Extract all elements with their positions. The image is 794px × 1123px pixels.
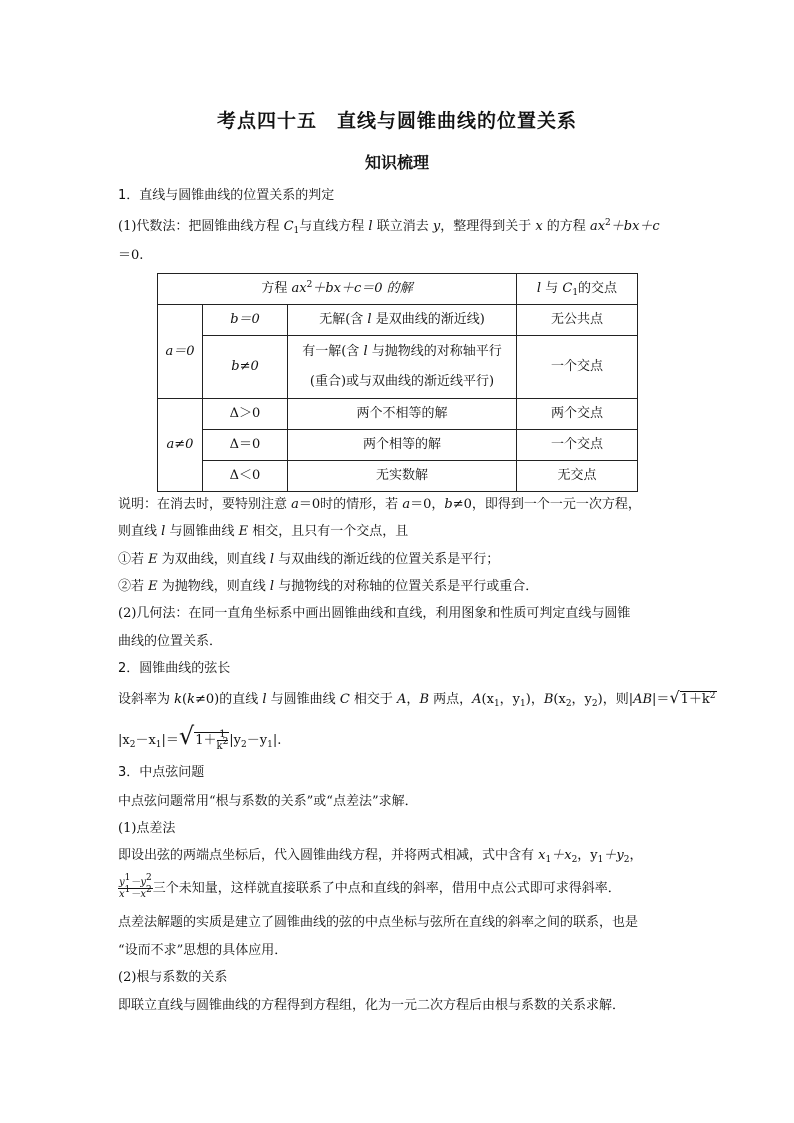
cell-delta-lt-desc: 无实数解 bbox=[288, 461, 517, 492]
s1-paragraph-line-1: (1)代数法：把圆锥曲线方程 $C_1$与直线方程 l 联立消去 y，整理得到关于 x 的方程 $ax^2+bx+c$ bbox=[118, 218, 660, 236]
s3-line-1: 中点弦问题常用“根与系数的关系”或“点差法”求解． bbox=[118, 794, 418, 809]
table-row bbox=[158, 305, 638, 336]
cell-delta-gt-result: 两个交点 bbox=[517, 399, 638, 430]
note-line-5: (2)几何法：在同一直角坐标系中画出圆锥曲线和直线，利用图象和性质可判定直线与圆锥 bbox=[118, 606, 631, 621]
table-row bbox=[158, 430, 638, 461]
intersection-table bbox=[157, 273, 638, 492]
cell-delta-lt: Δ＜0 bbox=[203, 461, 288, 492]
cell-b-nonzero-result: 一个交点 bbox=[517, 336, 638, 399]
note-line-1: 说明：在消去时，要特别注意 a＝0时的情形，若 a＝0，b≠0，即得到一个一元一次方程， bbox=[118, 497, 641, 512]
cell-a-nonzero: a≠0 bbox=[158, 399, 203, 492]
cell-b-zero: b＝0 bbox=[203, 305, 288, 336]
s3-line-4: $\frac{y^1-y^2}{x^1-x^2}$ 三个未知量，这样就直接联系了中点和直线的斜率，借用中点公式即可求得斜率． bbox=[119, 873, 621, 900]
table-header-equation: 方程 $ax^2+bx+c=0$ 的解 bbox=[158, 274, 517, 305]
s3-line-8: 即联立直线与圆锥曲线的方程得到方程组，化为一元二次方程后由根与系数的关系求解． bbox=[118, 998, 626, 1013]
sqrt-fraction-expression: √1＋ $\frac{1}{k^2}$ bbox=[178, 722, 229, 752]
s3-line-2: (1)点差法 bbox=[118, 821, 176, 836]
cell-delta-gt: Δ＞0 bbox=[203, 399, 288, 430]
cell-delta-eq-result: 一个交点 bbox=[517, 430, 638, 461]
table-row bbox=[158, 336, 638, 399]
table-header-row bbox=[158, 274, 638, 305]
cell-b-nonzero-desc: 有一解(含 l 与抛物线的对称轴平行 (重合)或与双曲线的渐近线平行) bbox=[288, 336, 517, 399]
section-subtitle: 知识梳理 bbox=[364, 153, 429, 172]
section-3-heading: 3．中点弦问题 bbox=[118, 765, 205, 780]
table-row bbox=[158, 461, 638, 492]
s2-line-2: $|x_2-x_1|=√1+$ $\frac{1}{k^2}$ $|y_2-y_1|$. bbox=[118, 722, 282, 752]
s1-paragraph-line-2: ＝0. bbox=[118, 248, 144, 263]
note-line-2: 则直线 l 与圆锥曲线 E 相交，且只有一个交点，且 bbox=[118, 524, 409, 539]
table-header-intersection: l 与 $C_1$的交点 bbox=[517, 274, 638, 305]
s2-line-1: 设斜率为 k(k≠0)的直线 l 与圆锥曲线 C 相交于 A，B 两点，$A(x_1$，$y_1$)，$B(x_2$，$y_2$)，则$|AB|=√1+k^2$ bbox=[118, 688, 716, 709]
note-line-4: ②若 E 为抛物线，则直线 l 与抛物线的对称轴的位置关系是平行或重合． bbox=[118, 579, 539, 594]
cell-delta-eq: Δ＝0 bbox=[203, 430, 288, 461]
s3-line-7: (2)根与系数的关系 bbox=[118, 970, 228, 985]
cell-delta-gt-desc: 两个不相等的解 bbox=[288, 399, 517, 430]
s3-line-6: “设而不求”思想的具体应用． bbox=[118, 943, 288, 958]
s3-line-5: 点差法解题的实质是建立了圆锥曲线的弦的中点坐标与弦所在直线的斜率之间的联系，也是 bbox=[118, 915, 639, 930]
cell-a-zero: a＝0 bbox=[158, 305, 203, 399]
s3-line-3: 即设出弦的两端点坐标后，代入圆锥曲线方程，并将两式相减，式中含有 $x_1+x_2$，$y_1+y_2$， bbox=[118, 848, 643, 865]
cell-delta-lt-result: 无交点 bbox=[517, 461, 638, 492]
note-line-6: 曲线的位置关系． bbox=[118, 634, 223, 649]
cell-b-zero-desc: 无解(含 l 是双曲线的渐近线) bbox=[288, 305, 517, 336]
sqrt-expression: $√1+k^2$ bbox=[669, 688, 716, 707]
page-title: 考点四十五 直线与圆锥曲线的位置关系 bbox=[216, 110, 577, 132]
table-row bbox=[158, 399, 638, 430]
section-1-heading: 1．直线与圆锥曲线的位置关系的判定 bbox=[118, 188, 335, 203]
section-2-heading: 2．圆锥曲线的弦长 bbox=[118, 661, 231, 676]
cell-b-zero-result: 无公共点 bbox=[517, 305, 638, 336]
note-line-3: ①若 E 为双曲线，则直线 l 与双曲线的渐近线的位置关系是平行； bbox=[118, 552, 500, 567]
cell-delta-eq-desc: 两个相等的解 bbox=[288, 430, 517, 461]
slope-fraction: $\frac{y^1-y^2}{x^1-x^2}$ bbox=[119, 873, 152, 900]
cell-b-nonzero: b≠0 bbox=[203, 336, 288, 399]
fraction: $\frac{1}{k^2}$ bbox=[216, 729, 229, 752]
